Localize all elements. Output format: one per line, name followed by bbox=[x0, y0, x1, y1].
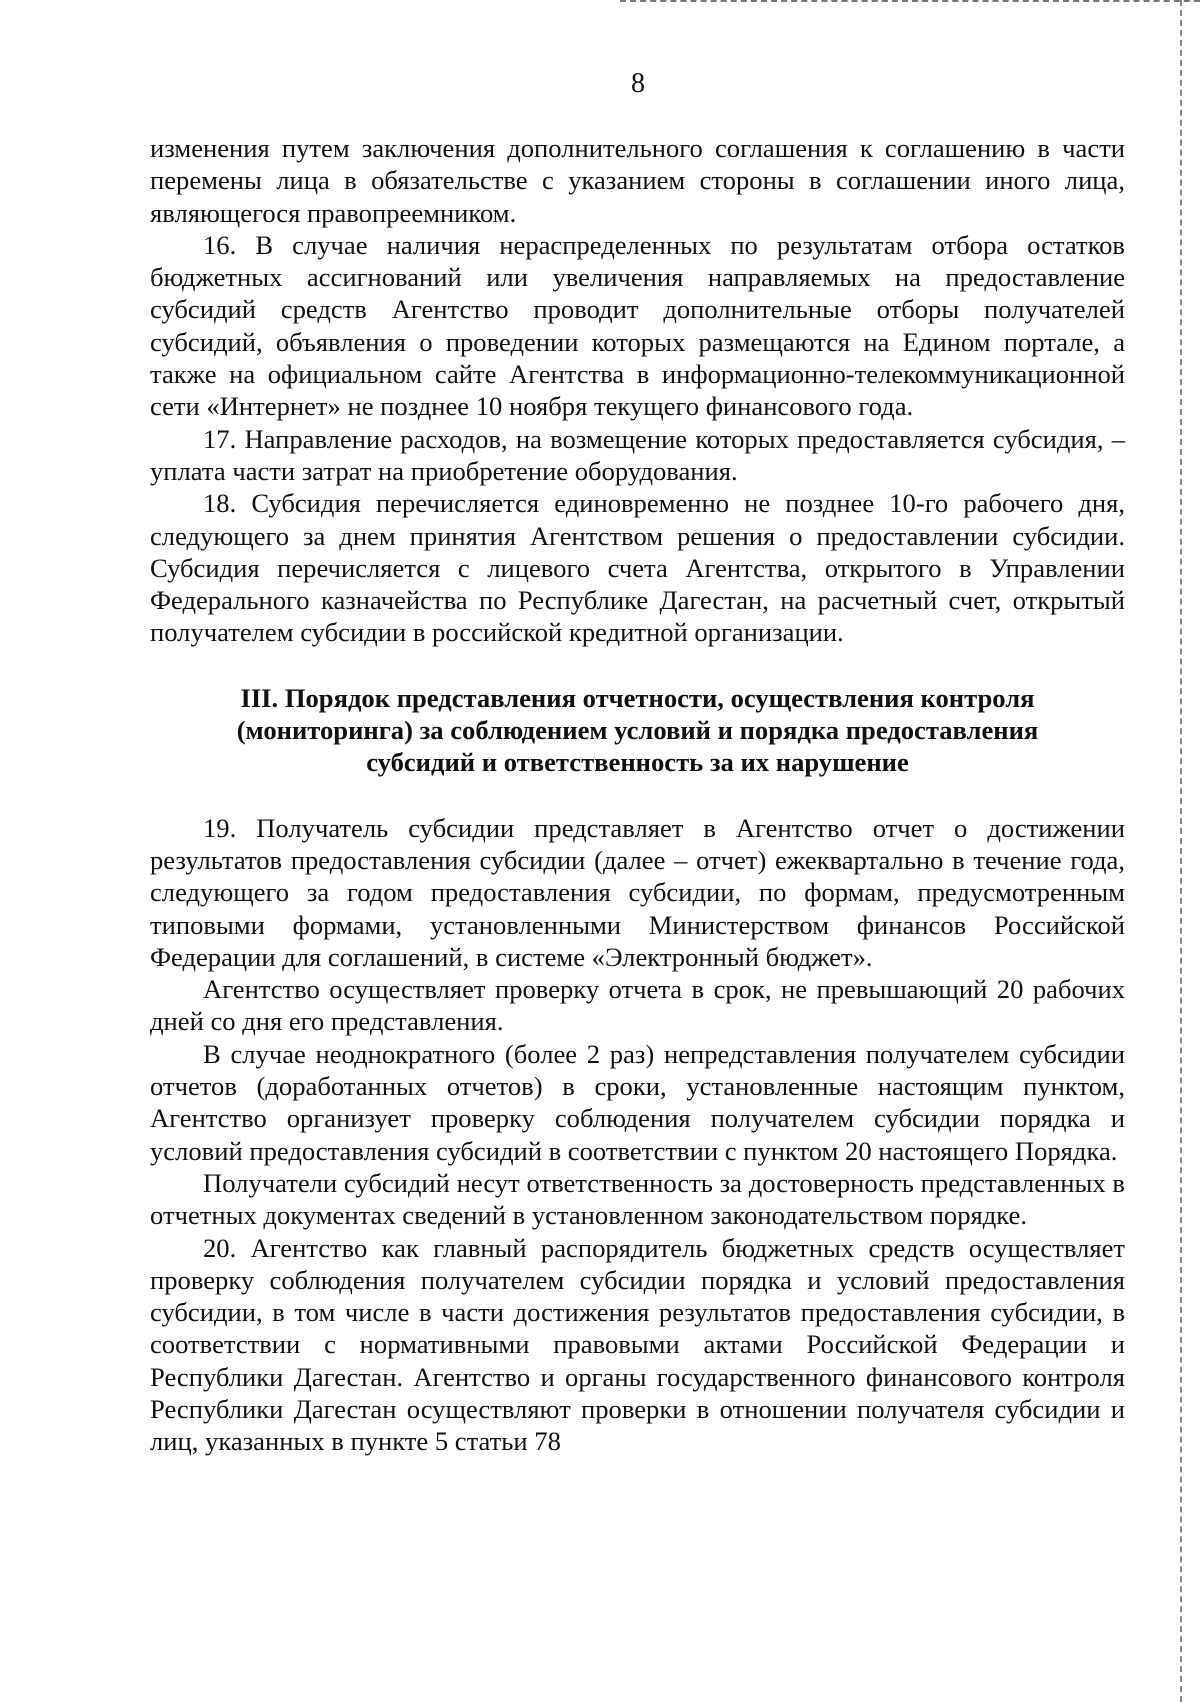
paragraph-report-check: Агентство осуществляет проверку отчета в срок, не превышающий 20 рабочих дней со дня его представления. bbox=[150, 974, 1125, 1037]
paragraph-responsibility: Получатели субсидий несут ответственность за достоверность представленных в отчетных документах сведений в установленном законодательством порядке. bbox=[150, 1167, 1125, 1231]
paragraph-continuation: изменения путем заключения дополнительного соглашения к соглашению в части перемены лица в обязательстве с указанием стороны в соглашении иного лица, являющегося правопреемником. bbox=[150, 133, 1125, 228]
paragraph-19: 19. Получатель субсидии представляет в Агентство отчет о достижении результатов предоставления субсидии (далее – отчет) ежеквартально в течение года, следующего за годом предоставления субсидии, по формам, предусмотренным типовыми формами, установленными Министерством финансов Российской Федерации для соглашений, в системе «Электронный бюджет». bbox=[150, 812, 1125, 972]
scan-border-top bbox=[620, 0, 1200, 5]
document-body bbox=[150, 132, 1125, 1458]
paragraph-17: 17. Направление расходов, на возмещение которых предоставляется субсидия, – уплата части затрат на приобретение оборудования. bbox=[150, 423, 1125, 486]
section-heading-line-3: субсидий и ответственность за их нарушение bbox=[366, 747, 909, 778]
section-heading-line-2: (мониторинга) за соблюдением условий и порядка предоставления bbox=[236, 715, 1039, 746]
paragraph-18: 18. Субсидия перечисляется единовременно не позднее 10-го рабочего дня, следующего за днем принятия Агентством решения о предоставлении субсидии. Субсидия перечисляется с лицевого счета Агентства, открытого в Управлении Федерального казначейства по Республике Дагестан, на расчетный счет, открытый получателем субсидии в российской кредитной организации. bbox=[150, 488, 1125, 648]
paragraph-16: 16. В случае наличия нераспределенных по результатам отбора остатков бюджетных ассигнований или увеличения направляемых на предоставление субсидий средств Агентство проводит дополнительные отборы получателей субсидий, объявления о проведении которых размещаются на Едином портале, а также на официальном сайте Агентства в информационно-телекоммуникационной сети «Интернет» не позднее 10 ноября текущего финансового года. bbox=[150, 229, 1125, 422]
paragraph-20: 20. Агентство как главный распорядитель бюджетных средств осуществляет проверку соблюдения получателем субсидии порядка и условий предоставления субсидии, в том числе в части достижения результатов предоставления субсидии, в соответствии с нормативными правовыми актами Российской Федерации и Республики Дагестан. Агентство и органы государственного финансового контроля Республики Дагестан осуществляют проверки в отношении получателя субсидии и лиц, указанных в пункте 5 статьи 78 bbox=[150, 1232, 1125, 1457]
page-number: 8 bbox=[631, 68, 645, 99]
paragraph-repeated-failure: В случае неоднократного (более 2 раз) непредставления получателем субсидии отчетов (доработанных отчетов) в сроки, установленные настоящим пунктом, Агентство организует проверку соблюдения получателем субсидии порядка и условий предоставления субсидий в соответствии с пунктом 20 настоящего Порядка. bbox=[150, 1038, 1125, 1166]
section-heading-line-1: III. Порядок представления отчетности, осуществления контроля bbox=[240, 682, 1035, 713]
section-heading bbox=[150, 682, 1125, 779]
scan-border-right bbox=[1180, 0, 1182, 1702]
